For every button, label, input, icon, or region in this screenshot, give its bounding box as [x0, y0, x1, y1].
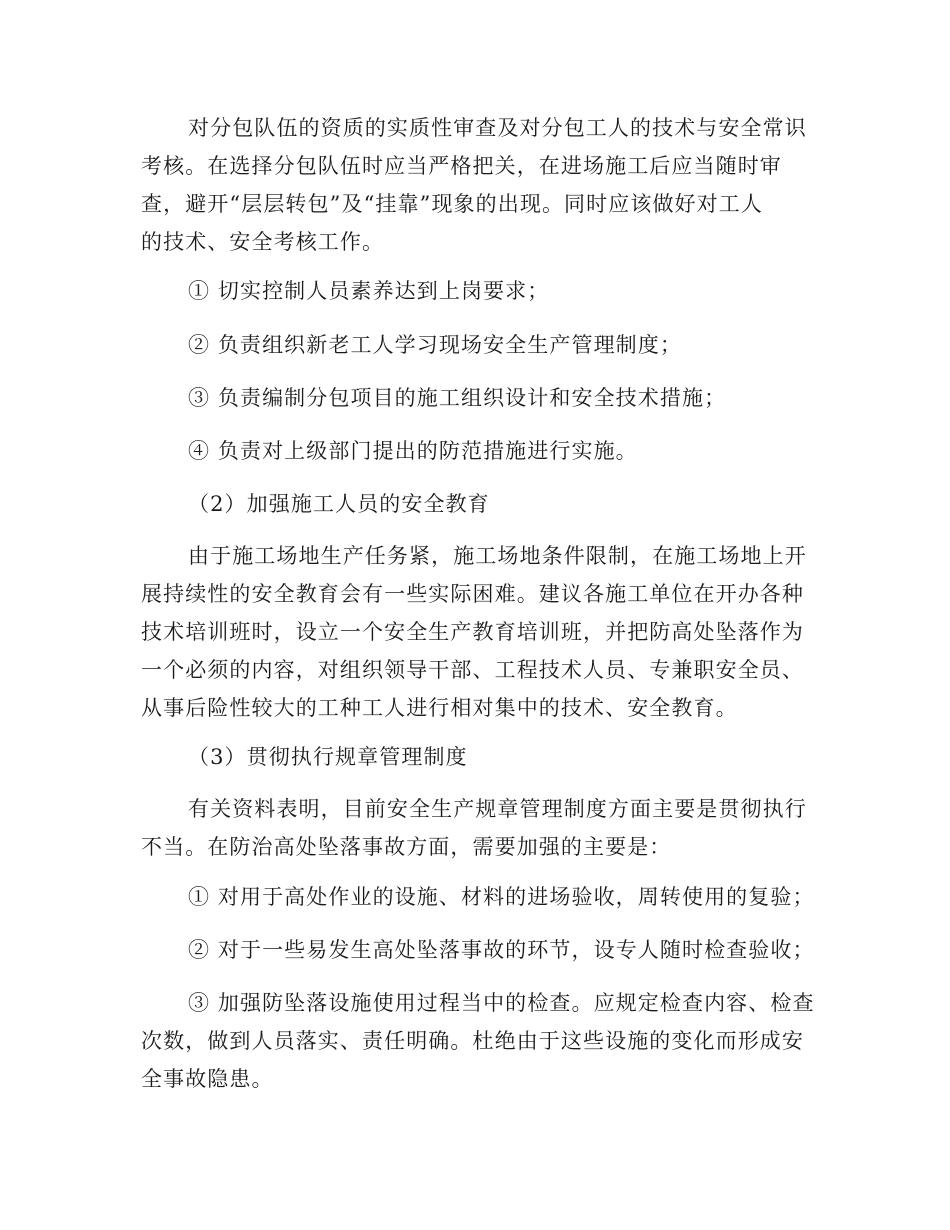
paragraph-line: 有关资料表明，目前安全生产规章管理制度方面主要是贯彻执行: [188, 797, 807, 821]
list-item: ① 切实控制人员素养达到上岗要求；: [188, 279, 550, 303]
paragraph-line: ③ 加强防坠落设施使用过程当中的检查。应规定检查内容、检查: [188, 991, 815, 1015]
paragraph-line: 查，避开“层层转包”及“挂靠”现象的出现。同时应该做好对工人: [141, 192, 763, 216]
paragraph-line: 对分包队伍的资质的实质性审查及对分包工人的技术与安全常识: [188, 116, 807, 140]
paragraph-line: 考核。在选择分包队伍时应当严格把关，在进场施工后应当随时审: [141, 154, 782, 178]
list-item: ③ 负责编制分包项目的施工组织设计和安全技术措施；: [188, 386, 727, 410]
paragraph-line: 全事故隐患。: [141, 1067, 274, 1091]
paragraph-line: 不当。在防治高处坠落事故方面，需要加强的主要是：: [141, 835, 672, 859]
paragraph-line: 由于施工场地生产任务紧，施工场地条件限制，在施工场地上开: [188, 544, 807, 568]
section-heading: （2）加强施工人员的安全教育: [188, 492, 490, 516]
paragraph-line: 次数，做到人员落实、责任明确。杜绝由于这些设施的变化而形成安: [141, 1029, 804, 1053]
paragraph-line: 从事后险性较大的工种工人进行相对集中的技术、安全教育。: [141, 696, 738, 720]
section-heading: （3）贯彻执行规章管理制度: [188, 745, 468, 769]
paragraph-line: 的技术、安全考核工作。: [141, 230, 385, 254]
list-item: ② 对于一些易发生高处坠落事故的环节，设专人随时检查验收；: [188, 938, 815, 962]
paragraph-line: 展持续性的安全教育会有一些实际困难。建议各施工单位在开办各种: [141, 582, 804, 606]
list-item: ① 对用于高处作业的设施、材料的进场验收，周转使用的复验；: [188, 885, 815, 909]
paragraph-line: 一个必须的内容，对组织领导干部、工程技术人员、专兼职安全员、: [141, 658, 804, 682]
list-item: ④ 负责对上级部门提出的防范措施进行实施。: [188, 439, 638, 463]
paragraph-line: 技术培训班时，设立一个安全生产教育培训班，并把防高处坠落作为: [141, 620, 804, 644]
list-item: ② 负责组织新老工人学习现场安全生产管理制度；: [188, 333, 682, 357]
